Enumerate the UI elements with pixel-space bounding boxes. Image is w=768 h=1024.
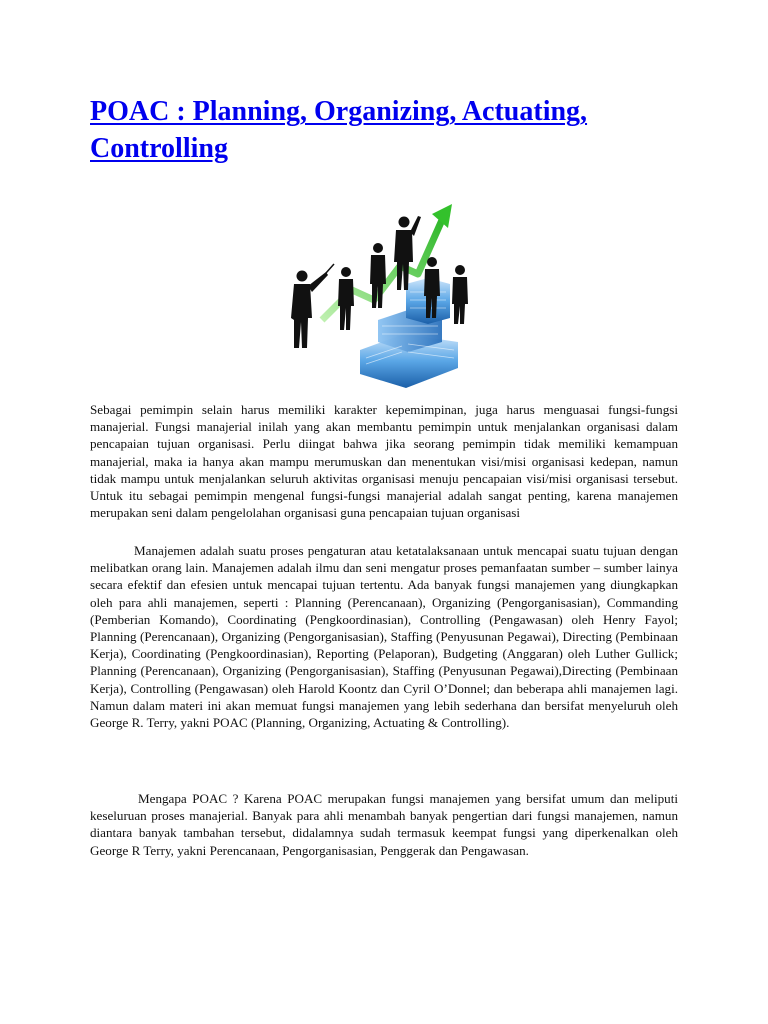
business-growth-illustration bbox=[282, 192, 492, 392]
paragraph-why-poac: Mengapa POAC ? Karena POAC merupakan fungsi manajemen yang bersifat umum dan meliputi keseluruan proses manajerial. Banyak para ahli menambah banyak pengertian dari fungsi manajemen, namun diantara banyak tambahan tersebut, didalamnya sudah termasuk keempat fungsi yang diperkenalkan oleh George R Terry, yakni Perencanaan, Pengorganisasian, Penggerak dan Pengawasan. bbox=[90, 791, 678, 858]
page-title-link[interactable]: POAC : Planning, Organizing, Actuating, Controlling bbox=[90, 96, 588, 164]
paragraph-management-definition: Manajemen adalah suatu proses pengaturan atau ketatalaksanaan untuk mencapai suatu tujuan dengan melibatkan orang lain. Manajemen adalah ilmu dan seni mengatur proses pemanfaatan sumber – sumber lainya secara efektif dan efesien untuk mencapai tujuan tertentu. Ada banyak fungsi manajemen yang diungkapkan oleh para ahli manajemen, seperti : Planning (Perencanaan), Organizing (Pengorganisasian), Commanding (Pemberian Komando), Coordinating (Pengkoordinasian), Controlling (Pengawasan) oleh Henry Fayol; Planning (Perencanaan), Organizing (Pengorganisasian), Staffing (Penyusunan Pegawai), Directing (Pembinaan Kerja), Coordinating (Pengkoordinasian), Reporting (Pelaporan), Budgeting (Anggaran) oleh Luther Gullick; Planning (Perencanaan), Organizing (Pengorganisasian), Staffing (Penyusunan Pegawai),Directing (Pembinaan Kerja), Controlling (Pengawasan) oleh Harold Koontz dan Cyril O’Donnel; dan beberapa ahli manajemen lagi. Namun dalam materi ini akan memuat fungsi manajemen yang lebih sederhana dan bersifat menyeluruh oleh George R. Terry, yakni POAC (Planning, Organizing, Actuating & Controlling). bbox=[90, 543, 678, 731]
paragraph-intro: Sebagai pemimpin selain harus memiliki karakter kepemimpinan, juga harus menguasai fungsi-fungsi manajerial. Fungsi manajerial inilah yang akan membantu pemimpin untuk menjalankan organisasi dalam pencapaian tujuan organisasi. Perlu diingat bahwa jika seorang pemimpin tidak memiliki kemampuan manajerial, maka ia hanya akan mampu merumuskan dan menentukan visi/misi organisasi kedepan, namun tidak mampu untuk menjalankan seluruh aktivitas organisasi menuju pencapaian visi/misi organisasi tersebut. Untuk itu sebagai pemimpin mengenal fungsi-fungsi manajerial adalah sangat penting, karena manajemen merupakan seni dalam pengelolahan organisasi guna pencapaian tujuan organisasi bbox=[90, 402, 678, 521]
